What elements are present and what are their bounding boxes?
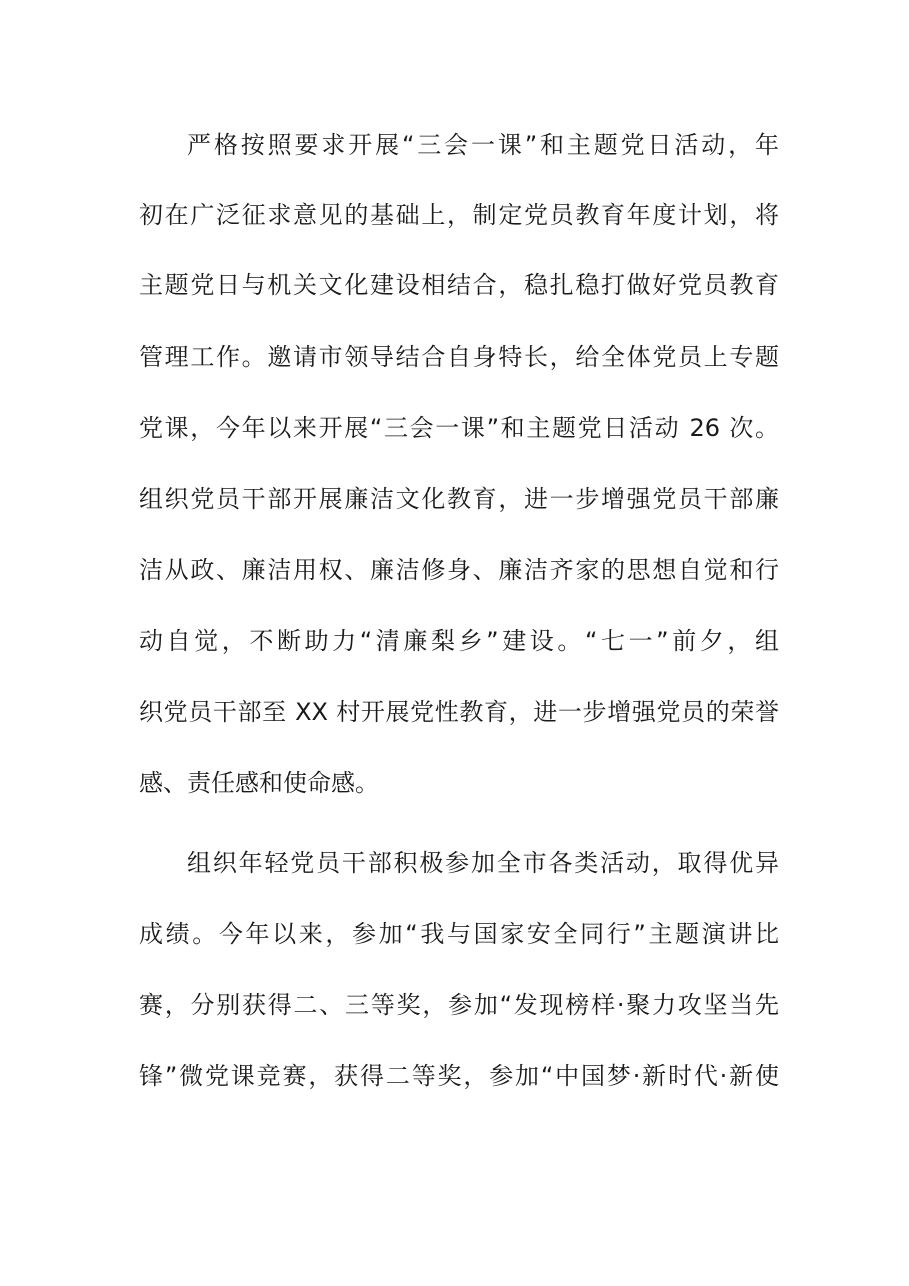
paragraph-1-line-9: 织党员干部至 XX 村开展党性教育，进一步增强党员的荣誉 [139,698,779,726]
paragraph-1-line-4: 管理工作。邀请市领导结合自身特长，给全体党员上专题 [139,343,779,371]
paragraph-1-line-7: 洁从政、廉洁用权、廉洁修身、廉洁齐家的思想自觉和行 [139,556,779,584]
paragraph-1-line-8: 动自觉，不断助力“清廉梨乡”建设。“七一”前夕，组 [139,627,779,655]
paragraph-1-line-6: 组织党员干部开展廉洁文化教育，进一步增强党员干部廉 [139,485,779,513]
paragraph-1-line-3: 主题党日与机关文化建设相结合，稳扎稳打做好党员教育 [139,271,779,299]
paragraph-1-line-5: 党课，今年以来开展“三会一课”和主题党日活动 26 次。 [139,414,779,442]
paragraph-1-line-10: 感、责任感和使命感。 [139,769,379,797]
paragraph-2-line-4: 锋”微党课竞赛，获得二等奖，参加“中国梦·新时代·新使 [139,1062,779,1090]
paragraph-1-line-1: 严格按照要求开展“三会一课”和主题党日活动，年 [187,131,779,159]
paragraph-1-line-2: 初在广泛征求意见的基础上，制定党员教育年度计划，将 [139,201,779,229]
paragraph-2-line-2: 成绩。今年以来，参加“我与国家安全同行”主题演讲比 [139,920,779,948]
paragraph-2-line-3: 赛，分别获得二、三等奖，参加“发现榜样·聚力攻坚当先 [139,991,779,1019]
paragraph-2-line-1: 组织年轻党员干部积极参加全市各类活动，取得优异 [187,849,779,877]
